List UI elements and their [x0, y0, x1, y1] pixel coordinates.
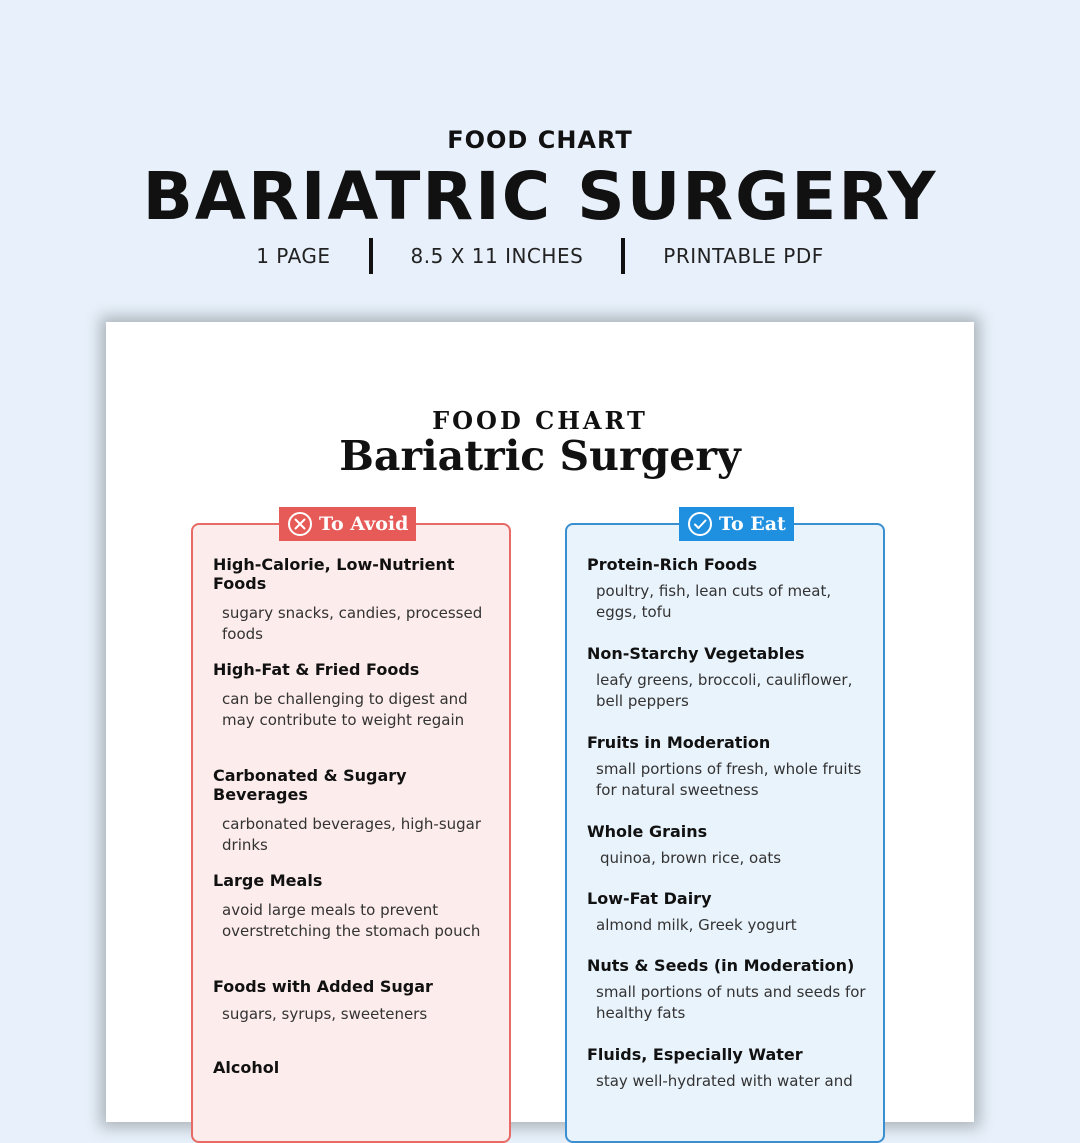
list-item — [587, 555, 869, 644]
item-desc: small portions of fresh, whole fruits for natural sweetness — [596, 760, 862, 799]
list-item — [587, 733, 869, 822]
list-item — [587, 644, 869, 733]
avoid-badge-label: To Avoid — [319, 513, 409, 535]
item-title: Foods with Added Sugar — [213, 977, 433, 996]
eat-panel — [565, 513, 885, 1143]
list-item — [587, 889, 869, 956]
header-subtitle: FOOD CHART — [447, 126, 633, 154]
list-item — [587, 822, 869, 889]
item-desc: can be challenging to digest and may contribute to weight regain — [222, 690, 468, 729]
avoid-badge — [279, 507, 416, 541]
item-desc: sugary snacks, candies, processed foods — [222, 604, 483, 643]
item-title: Alcohol — [213, 1058, 280, 1077]
eat-badge-label: To Eat — [719, 513, 786, 535]
x-circle-icon — [287, 511, 313, 537]
item-title: High-Calorie, Low-Nutrient Foods — [213, 555, 455, 593]
item-desc: stay well-hydrated with water and — [596, 1072, 853, 1090]
check-circle-icon — [687, 511, 713, 537]
eat-badge — [679, 507, 794, 541]
meta-format: PRINTABLE PDF — [663, 244, 824, 268]
header-title: BARIATRIC SURGERY — [142, 158, 938, 235]
item-desc: quinoa, brown rice, oats — [600, 849, 782, 867]
avoid-panel — [191, 513, 511, 1143]
item-title: Protein-Rich Foods — [587, 555, 758, 574]
item-title: Fluids, Especially Water — [587, 1045, 803, 1064]
item-title: Fruits in Moderation — [587, 733, 771, 752]
list-item — [213, 1058, 495, 1077]
item-desc: leafy greens, broccoli, cauliflower, bell peppers — [596, 671, 853, 710]
item-desc: almond milk, Greek yogurt — [596, 916, 797, 934]
item-desc: avoid large meals to prevent overstretching the stomach pouch — [222, 901, 481, 940]
item-desc: poultry, fish, lean cuts of meat, eggs, tofu — [596, 582, 832, 621]
document-subtitle: FOOD CHART — [432, 406, 648, 435]
item-title: High-Fat & Fried Foods — [213, 660, 420, 679]
list-item — [213, 555, 495, 660]
list-item — [213, 977, 495, 1058]
item-title: Large Meals — [213, 871, 323, 890]
list-item — [587, 956, 869, 1045]
list-item — [213, 871, 495, 977]
header-meta — [0, 238, 1080, 274]
meta-size: 8.5 X 11 INCHES — [410, 244, 584, 268]
item-desc: sugars, syrups, sweeteners — [222, 1005, 428, 1023]
item-title: Nuts & Seeds (in Moderation) — [587, 956, 855, 975]
item-title: Non-Starchy Vegetables — [587, 644, 805, 663]
item-desc: small portions of nuts and seeds for healthy fats — [596, 983, 866, 1022]
list-item — [213, 766, 495, 871]
eat-list — [587, 555, 869, 1092]
list-item — [213, 660, 495, 766]
item-title: Whole Grains — [587, 822, 708, 841]
item-desc: carbonated beverages, high-sugar drinks — [222, 815, 482, 854]
item-title: Carbonated & Sugary Beverages — [213, 766, 407, 804]
meta-pages: 1 PAGE — [256, 244, 331, 268]
avoid-list — [213, 555, 495, 1077]
document-title: Bariatric Surgery — [339, 432, 741, 480]
list-item — [587, 1045, 869, 1092]
item-title: Low-Fat Dairy — [587, 889, 712, 908]
document-preview — [106, 322, 974, 1122]
